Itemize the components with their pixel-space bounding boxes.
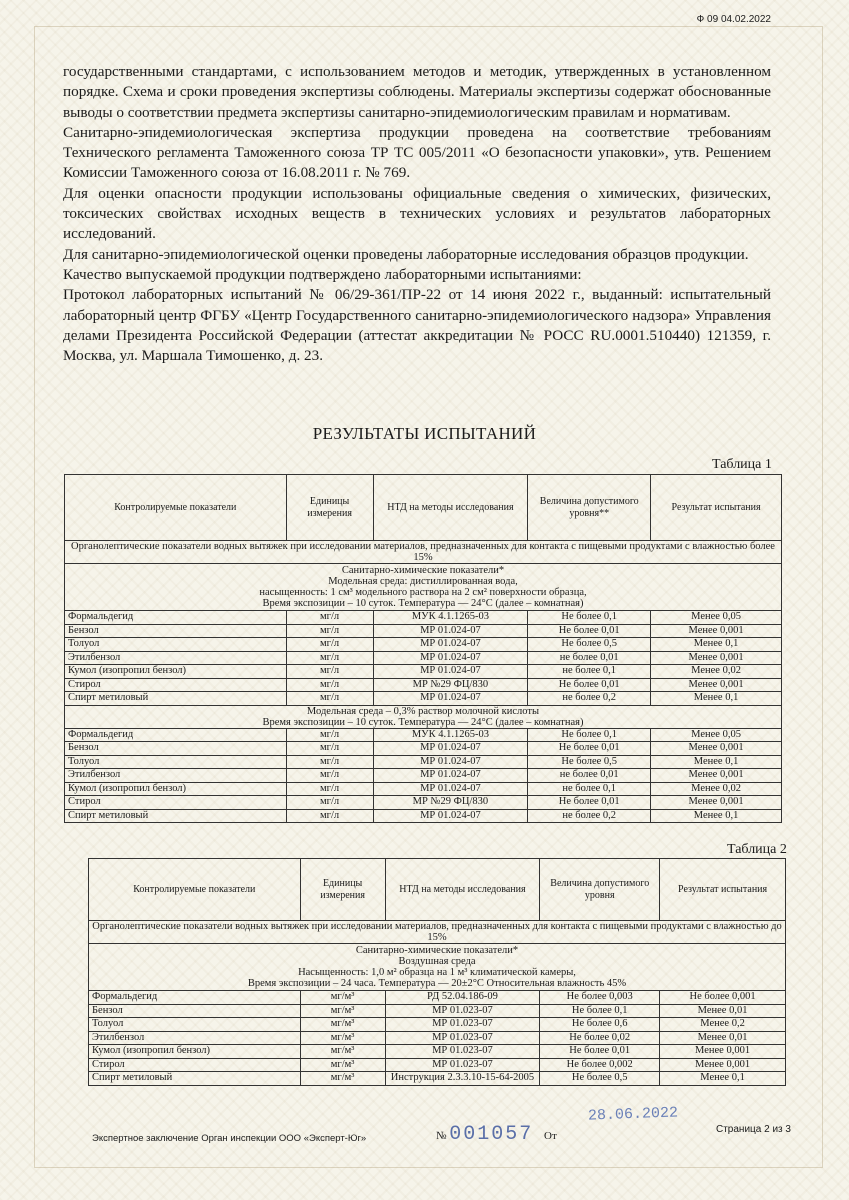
table-cell: мг/л [286,728,373,742]
table-cell: Бензол [65,742,287,756]
table-cell: Менее 0,02 [651,782,782,796]
table2-body [89,991,786,1086]
table-cell: мг/л [286,665,373,679]
table-cell: Менее 0,001 [651,769,782,783]
table-cell: МР 01.023-07 [385,1045,540,1059]
table-cell: Этилбензол [65,651,287,665]
table-row [65,742,782,756]
table-cell: Менее 0,01 [660,1004,786,1018]
table2-organoleptic-row [89,921,786,944]
table-cell: Не более 0,02 [540,1031,660,1045]
table-cell: Толуол [89,1018,301,1032]
group-conditions [89,944,786,991]
table1-header-cell: Единицы измерения [286,475,373,541]
table-row [89,1072,786,1086]
group-line: Модельная среда: дистиллированная вода, [328,576,518,587]
table-cell: Менее 0,001 [651,742,782,756]
table-cell: мг/л [286,782,373,796]
group-line: Время экспозиции – 24 часа. Температура — 20±2°С Относительная влажность 45% [247,978,627,989]
table-row [65,611,782,625]
paragraph-6: Протокол лабораторных испытаний № 06/29-361/ПР-22 от 14 июня 2022 г., выданный: испытательный лабораторный центр ФГБУ «Центр Государственного санитарно-эпидемиологического надзора» Управления делами Президента Российской Федерации (аттестат аккредитации № РОСС RU.0001.510440) 121359, г. Москва, ул. Маршала Тимошенко, д. 23. [63,286,771,365]
table-cell: Менее 0,001 [651,678,782,692]
table-cell: МР 01.024-07 [373,782,528,796]
table-cell: Формальдегид [65,728,287,742]
table-cell: МР 01.024-07 [373,742,528,756]
table-cell: Не более 0,01 [540,1045,660,1059]
table-cell: Не более 0,1 [528,728,651,742]
table-cell: Не более 0,5 [528,755,651,769]
table-cell: Не более 0,5 [528,638,651,652]
table1-header-cell: Контролируемые показатели [65,475,287,541]
table-cell: Не более 0,001 [660,991,786,1005]
section-title: РЕЗУЛЬТАТЫ ИСПЫТАНИЙ [312,424,537,443]
table-cell: МР 01.023-07 [385,1058,540,1072]
table-cell: Бензол [89,1004,301,1018]
table2-caption: Таблица 2 [727,842,787,857]
table-cell: Кумол (изопропил бензол) [65,782,287,796]
table-cell: МУК 4.1.1265-03 [373,611,528,625]
table-cell: Спирт метиловый [65,692,287,706]
table-cell: МУК 4.1.1265-03 [373,728,528,742]
table-row [65,692,782,706]
table-cell: не более 0,2 [528,809,651,823]
organoleptic-note: Органолептические показатели водных вытяжек при исследовании материалов, предназначенных для контакта с пищевыми продуктами с влажностью более 15% [65,541,782,564]
group-line: Модельная среда – 0,3% раствор молочной кислоты [306,705,540,717]
paragraph-2: Санитарно-эпидемиологическая экспертиза продукции проведена на соответствие требованиям Технического регламента Таможенного союза ТР ТС 005/2011 «О безопасности упаковки», утв. Решением Комиссии Таможенного союза от 16.08.2011 г. № 769. [63,123,771,182]
table2-header-cell: НТД на методы исследования [385,859,540,921]
number-label: № [436,1130,447,1142]
table-cell: МР 01.023-07 [385,1031,540,1045]
table-row [89,1045,786,1059]
table-cell: Стирол [65,796,287,810]
table1 [64,474,782,823]
table-cell: мг/л [286,692,373,706]
table-cell: Толуол [65,638,287,652]
table1-group1-body [65,611,782,706]
table-cell: Менее 0,001 [660,1045,786,1059]
table2-group-row [89,944,786,991]
table2-header-cell: Единицы измерения [300,859,385,921]
table-cell: Менее 0,1 [651,638,782,652]
table-cell: Бензол [65,624,287,638]
table-cell: мг/л [286,638,373,652]
table-cell: Толуол [65,755,287,769]
table-cell: мг/л [286,796,373,810]
table-cell: МР 01.024-07 [373,755,528,769]
table-row [65,809,782,823]
table-cell: Менее 0,1 [651,809,782,823]
paragraph-4: Для санитарно-эпидемиологической оценки проведены лабораторные исследования образцов продукции. [63,245,749,263]
table-cell: МР 01.024-07 [373,665,528,679]
table-cell: Не более 0,1 [528,611,651,625]
organoleptic-note: Органолептические показатели водных вытяжек при исследовании материалов, предназначенных для контакта с пищевыми продуктами с влажностью до 15% [89,921,786,944]
table1-organoleptic-row [65,541,782,564]
table-cell: Формальдегид [65,611,287,625]
table-cell: МР 01.024-07 [373,638,528,652]
table-cell: Не более 0,1 [540,1004,660,1018]
table-cell: МР №29 ФЦ/830 [373,796,528,810]
number-value: 001057 [449,1123,534,1146]
table-cell: Спирт метиловый [65,809,287,823]
table-cell: мг/м³ [300,1058,385,1072]
table-cell: Не более 0,5 [540,1072,660,1086]
group-conditions [65,705,782,728]
table-cell: мг/л [286,624,373,638]
table2 [88,858,786,1086]
table-cell: Стирол [89,1058,301,1072]
table-cell: Менее 0,01 [660,1031,786,1045]
table-cell: мг/м³ [300,1045,385,1059]
table-cell: Менее 0,001 [651,651,782,665]
table-cell: не более 0,1 [528,782,651,796]
table-cell: Не более 0,002 [540,1058,660,1072]
table-cell: Не более 0,01 [528,624,651,638]
table-cell: мг/л [286,611,373,625]
table-cell: Инструкция 2.3.3.10-15-64-2005 [385,1072,540,1086]
table-cell: МР 01.024-07 [373,651,528,665]
form-code: Ф 09 04.02.2022 [696,14,771,25]
table-row [65,782,782,796]
table-cell: Менее 0,001 [660,1058,786,1072]
table-cell: мг/л [286,651,373,665]
table-cell: Формальдегид [89,991,301,1005]
table1-group2-body [65,728,782,823]
body-text [63,62,771,366]
group-line: Воздушная среда [398,956,476,967]
table-cell: мг/м³ [300,1072,385,1086]
footer-text: Экспертное заключение Орган инспекции ООО «Эксперт-Юг» [92,1133,367,1144]
group-line: Санитарно-химические показатели* [341,565,505,576]
table-cell: Этилбензол [89,1031,301,1045]
table-row [65,651,782,665]
table-cell: Менее 0,1 [651,755,782,769]
group-line: Время экспозиции – 10 суток. Температура — 24°С (далее – комнатная) [262,598,584,609]
table-cell: Менее 0,1 [651,692,782,706]
table2-header-cell: Контролируемые показатели [89,859,301,921]
table1-group1-row [65,564,782,611]
table-cell: Кумол (изопропил бензол) [89,1045,301,1059]
date-stamp: 28.06.2022 [587,1104,679,1125]
table1-caption: Таблица 1 [712,457,772,472]
group-conditions [65,564,782,611]
table-row [65,796,782,810]
group-line: Время экспозиции – 10 суток. Температура — 24°С (далее – комнатная) [262,716,584,728]
table-cell: Менее 0,05 [651,611,782,625]
table-cell: МР 01.023-07 [385,1004,540,1018]
table-cell: Менее 0,001 [651,796,782,810]
table-row [65,769,782,783]
table-row [65,665,782,679]
table-cell: мг/м³ [300,991,385,1005]
table-cell: МР 01.024-07 [373,769,528,783]
table-cell: мг/л [286,769,373,783]
table2-header-cell: Величина допустимого уровня [540,859,660,921]
table-cell: РД 52.04.186-09 [385,991,540,1005]
table-cell: мг/л [286,809,373,823]
table-row [89,1018,786,1032]
group-line: Санитарно-химические показатели* [355,945,519,956]
table-cell: Менее 0,05 [651,728,782,742]
paragraph-1: государственными стандартами, с использованием методов и методик, утвержденных в установленном порядке. Схема и сроки проведения экспертизы соблюдены. Материалы экспертизы содержат обоснованные выводы о соответствии предмета экспертизы санитарно-эпидемиологическим правилам и нормативам. [63,63,771,121]
table-row [65,678,782,692]
table-row [65,755,782,769]
table-cell: мг/м³ [300,1031,385,1045]
table-cell: МР 01.024-07 [373,624,528,638]
page-number: Страница 2 из 3 [716,1124,791,1135]
paragraph-5: Качество выпускаемой продукции подтверждено лабораторными испытаниями: [63,265,582,283]
table2-header-cell: Результат испытания [660,859,786,921]
table-cell: Этилбензол [65,769,287,783]
table-cell: Не более 0,6 [540,1018,660,1032]
table-row [65,638,782,652]
table-row [89,991,786,1005]
table-cell: МР 01.024-07 [373,692,528,706]
table-cell: мг/л [286,678,373,692]
table-cell: Менее 0,1 [660,1072,786,1086]
table-cell: Не более 0,01 [528,678,651,692]
table-cell: Не более 0,01 [528,796,651,810]
table-row [65,728,782,742]
table-cell: не более 0,01 [528,651,651,665]
table-cell: Не более 0,003 [540,991,660,1005]
table-cell: не более 0,01 [528,769,651,783]
table-cell: МР 01.023-07 [385,1018,540,1032]
table-row [89,1031,786,1045]
table-cell: Менее 0,001 [651,624,782,638]
table-cell: мг/л [286,755,373,769]
group-line: Насыщенность: 1,0 м² образца на 1 м³ климатической камеры, [298,967,576,978]
table-cell: МР №29 ФЦ/830 [373,678,528,692]
table-cell: Менее 0,2 [660,1018,786,1032]
table-cell: Спирт метиловый [89,1072,301,1086]
table-row [89,1004,786,1018]
table-row [65,624,782,638]
table-cell: Не более 0,01 [528,742,651,756]
table-cell: Кумол (изопропил бензол) [65,665,287,679]
table1-header-cell: Величина допустимого уровня** [528,475,651,541]
table-cell: МР 01.024-07 [373,809,528,823]
table1-header-cell: НТД на методы исследования [373,475,528,541]
date-label: От [544,1130,557,1142]
table-cell: Менее 0,02 [651,665,782,679]
table-cell: мг/л [286,742,373,756]
table-row [89,1058,786,1072]
document-number [436,1123,533,1146]
table-cell: мг/м³ [300,1018,385,1032]
table-cell: не более 0,2 [528,692,651,706]
table1-group2-row [65,705,782,728]
table2-header-row [89,859,786,921]
table1-header-row [65,475,782,541]
table1-header-cell: Результат испытания [651,475,782,541]
table-cell: мг/м³ [300,1004,385,1018]
paragraph-3: Для оценки опасности продукции использованы официальные сведения о химических, физических, токсических свойствах исходных веществ в технических условиях и результатов лабораторных исследований. [63,184,771,243]
table-cell: не более 0,1 [528,665,651,679]
group-line: насыщенность: 1 см³ модельного раствора на 2 см² поверхности образца, [259,587,587,598]
table-cell: Стирол [65,678,287,692]
